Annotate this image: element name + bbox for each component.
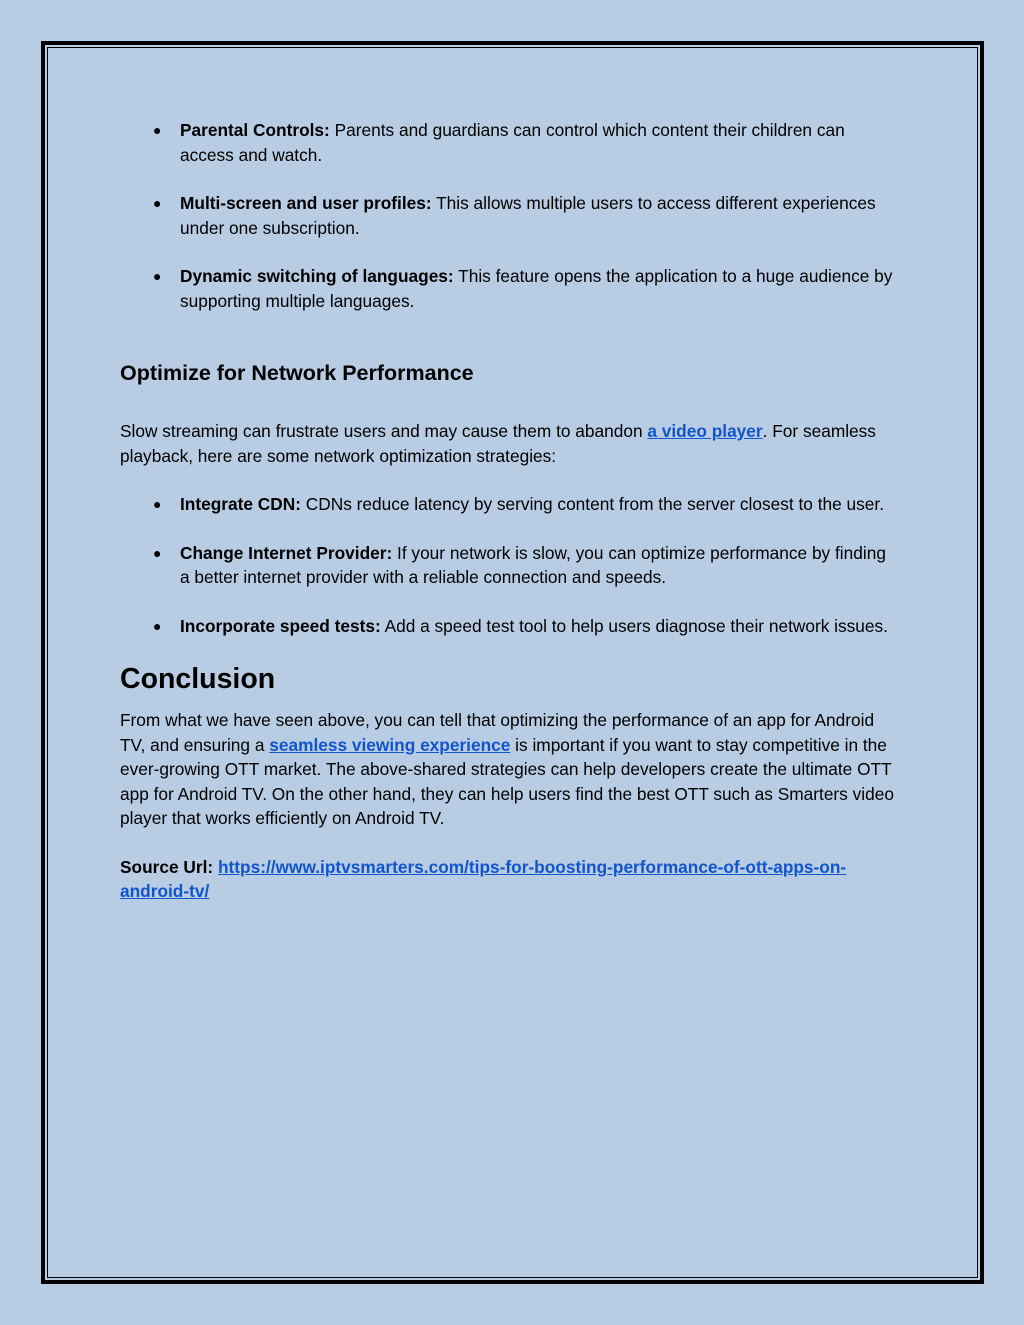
document-content (120, 118, 900, 928)
conclusion-heading: Conclusion (120, 663, 276, 695)
conclusion-text-after: is important if you want to stay competitive in the ever-growing OTT market. The above-shared strategies can help developers create the ultimate OTT app for Android TV. On the other hand, they can help users find the best OTT such as Smarters video player that works efficiently on Android TV. (120, 734, 894, 828)
list-item (120, 614, 900, 639)
bullet-icon: ● (153, 195, 162, 211)
intro-text-before: Slow streaming can frustrate users and may cause them to abandon (120, 421, 648, 441)
section-heading-network: Optimize for Network Performance (120, 361, 474, 385)
source-url-link[interactable]: https://www.iptvsmarters.com/tips-for-boosting-performance-of-ott-apps-on-android-tv/ (120, 856, 847, 901)
list-item (120, 264, 900, 313)
conclusion-text-before: From what we have seen above, you can tell that optimizing the performance of an app for Android TV, and ensuring a (120, 710, 875, 755)
bullet-text: CDNs reduce latency by serving content from the server closest to the user. (300, 494, 885, 514)
bullet-icon: ● (153, 617, 162, 634)
list-item (120, 191, 900, 240)
bullet-icon: ● (153, 544, 162, 561)
bullet-text: If your network is slow, you can optimize performance by finding a better internet provider with a reliable connection and speeds. (180, 542, 886, 587)
bullet-bold-label: Parental Controls: (180, 120, 330, 140)
intro-text-after: . For seamless playback, here are some network optimization strategies: (120, 421, 876, 466)
list-item (120, 492, 900, 517)
bullet-bold-label: Incorporate speed tests: (180, 615, 381, 636)
network-intro-paragraph (120, 419, 900, 468)
bullet-bold-label: Dynamic switching of languages: (180, 266, 454, 286)
conclusion-paragraph (120, 708, 900, 831)
bullet-text: This feature opens the application to a huge audience by supporting multiple languages. (180, 266, 893, 311)
source-label: Source Url: (120, 856, 214, 877)
bullet-icon: ● (153, 496, 162, 512)
source-line (120, 855, 900, 904)
bullet-icon: ● (153, 268, 162, 284)
bullet-text: Add a speed test tool to help users diagnose their network issues. (380, 615, 888, 636)
bullet-bold-label: Change Internet Provider: (180, 542, 393, 563)
seamless-viewing-link[interactable]: seamless viewing experience (269, 734, 511, 755)
bullet-text: This allows multiple users to access different experiences under one subscription. (180, 193, 876, 238)
bullet-bold-label: Integrate CDN: (180, 494, 301, 514)
video-player-link[interactable]: a video player (647, 421, 763, 441)
list-item (120, 118, 900, 167)
bullet-bold-label: Multi-screen and user profiles: (180, 193, 432, 213)
feature-bullet-list (120, 118, 900, 313)
network-strategy-list (120, 492, 900, 638)
bullet-icon: ● (153, 122, 162, 138)
bullet-text: Parents and guardians can control which content their children can access and watch. (180, 120, 845, 165)
list-item (120, 541, 900, 590)
